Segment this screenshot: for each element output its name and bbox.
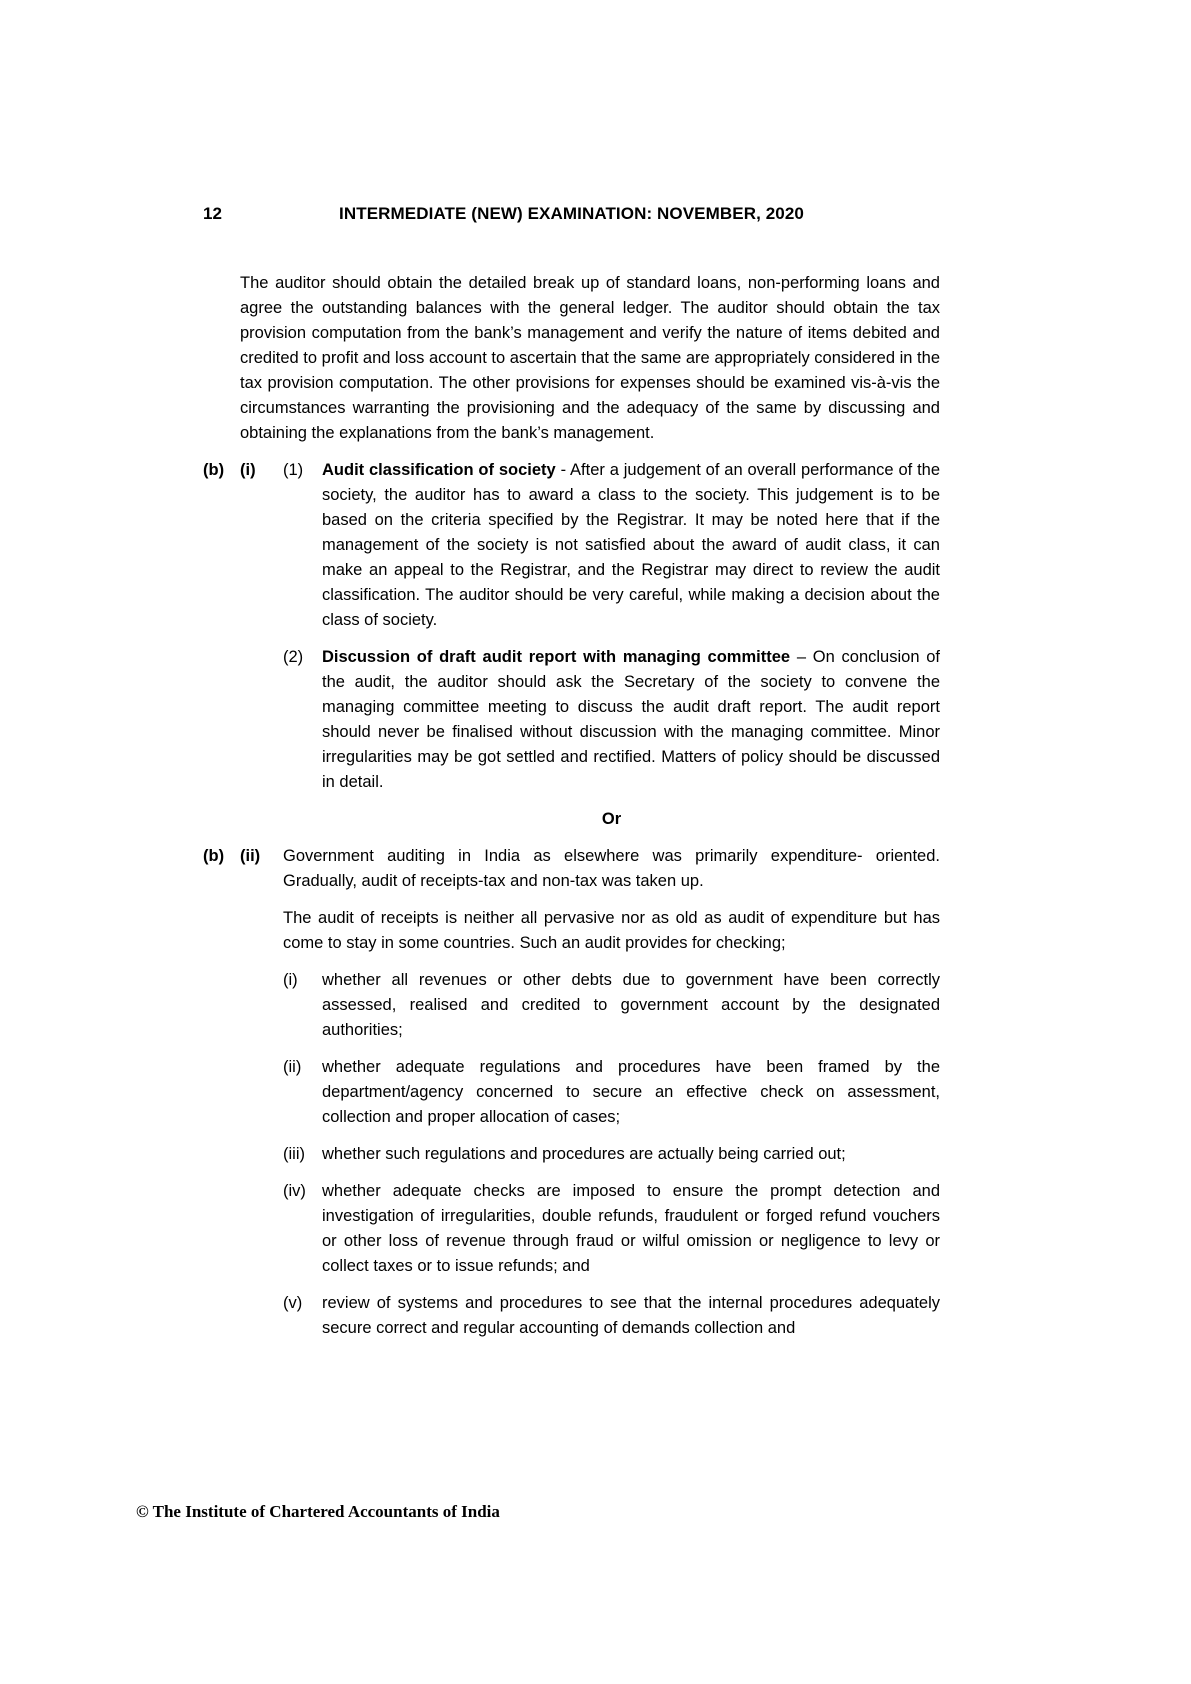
paragraph: The audit of receipts is neither all pervasive nor as old as audit of expenditure but has come to stay in some countries. Such an audit provides for checking; xyxy=(283,909,940,952)
list-item-ii xyxy=(283,1055,940,1130)
intro-paragraph: The auditor should obtain the detailed break up of standard loans, non-performing loans and agree the outstanding balances with the general ledger. The auditor should obtain the tax provision computation from the bank’s management and verify the nature of items debited and credited to profit and loss account to ascertain that the same are appropriately considered in the tax provision computation. The other provisions for expenses should be examined vis-à-vis the circumstances warranting the provisioning and the adequacy of the same by discussing and obtaining the explanations from the bank’s management. xyxy=(240,274,940,442)
numbered-item-1 xyxy=(283,458,940,633)
page-number: 12 xyxy=(203,204,222,223)
list-item-iv xyxy=(283,1179,940,1279)
list-text: whether all revenues or other debts due to government have been correctly assessed, realised and credited to government account by the designated authorities; xyxy=(322,971,940,1039)
section-b-i xyxy=(203,458,940,795)
page-content xyxy=(203,271,940,1353)
list-text: whether such regulations and procedures are actually being carried out; xyxy=(322,1145,846,1163)
item-heading: Discussion of draft audit report with managing committee xyxy=(322,648,791,666)
item-text xyxy=(322,645,940,795)
list-text: whether adequate checks are imposed to ensure the prompt detection and investigation of irregularities, double refunds, fraudulent or forged refund vouchers or other loss of revenue through fraud or wilful omission or negligence to levy or collect taxes or to issue refunds; and xyxy=(322,1182,940,1275)
item-number: (1) xyxy=(283,461,304,479)
section-label-b: (b) xyxy=(203,847,225,865)
section-label-b: (b) xyxy=(203,461,225,479)
list-number: (iii) xyxy=(283,1145,305,1163)
or-divider: Or xyxy=(601,810,622,828)
list-item-i xyxy=(283,968,940,1043)
list-number: (ii) xyxy=(283,1058,302,1076)
list-item-iii xyxy=(283,1142,940,1167)
item-body: - After a judgement of an overall performance of the society, the auditor has to award a class to the society. This judgement is to be based on the criteria specified by the Registrar. It may be noted here that if the management of the society is not satisfied about the award of audit class, it can make an appeal to the Registrar, and the Registrar may direct to review the audit classification. The auditor should be very careful, while making a decision about the class of society. xyxy=(322,461,941,629)
item-body: – On conclusion of the audit, the auditor should ask the Secretary of the society to convene the managing committee meeting to discuss the audit draft report. The audit report should never be finalised without discussion with the managing committee. Minor irregularities may be got settled and rectified. Matters of policy should be discussed in detail. xyxy=(322,648,941,791)
item-text xyxy=(322,458,940,633)
list-number: (v) xyxy=(283,1294,303,1312)
section-b-ii-body xyxy=(283,844,940,1341)
item-number: (2) xyxy=(283,648,304,666)
numbered-item-2 xyxy=(283,645,940,795)
section-label-ii: (ii) xyxy=(240,847,261,865)
page-header xyxy=(203,204,940,226)
section-label-i: (i) xyxy=(240,461,256,479)
list-text: review of systems and procedures to see that the internal procedures adequately secure correct and regular accounting of demands collection and xyxy=(322,1294,940,1337)
list-text: whether adequate regulations and procedures have been framed by the department/agency concerned to secure an effective check on assessment, collection and proper allocation of cases; xyxy=(322,1058,940,1126)
paragraph: Government auditing in India as elsewhere was primarily expenditure- oriented. Gradually, audit of receipts-tax and non-tax was taken up. xyxy=(283,847,940,890)
list-item-v xyxy=(283,1291,940,1341)
page-title: INTERMEDIATE (NEW) EXAMINATION: NOVEMBER, 2020 xyxy=(339,204,804,223)
list-number: (iv) xyxy=(283,1182,306,1200)
item-heading: Audit classification of society xyxy=(322,461,556,479)
section-b-ii xyxy=(203,844,940,1341)
copyright-footer: © The Institute of Chartered Accountants of India xyxy=(136,1502,500,1521)
section-b-i-items xyxy=(283,458,940,795)
list-number: (i) xyxy=(283,971,298,989)
